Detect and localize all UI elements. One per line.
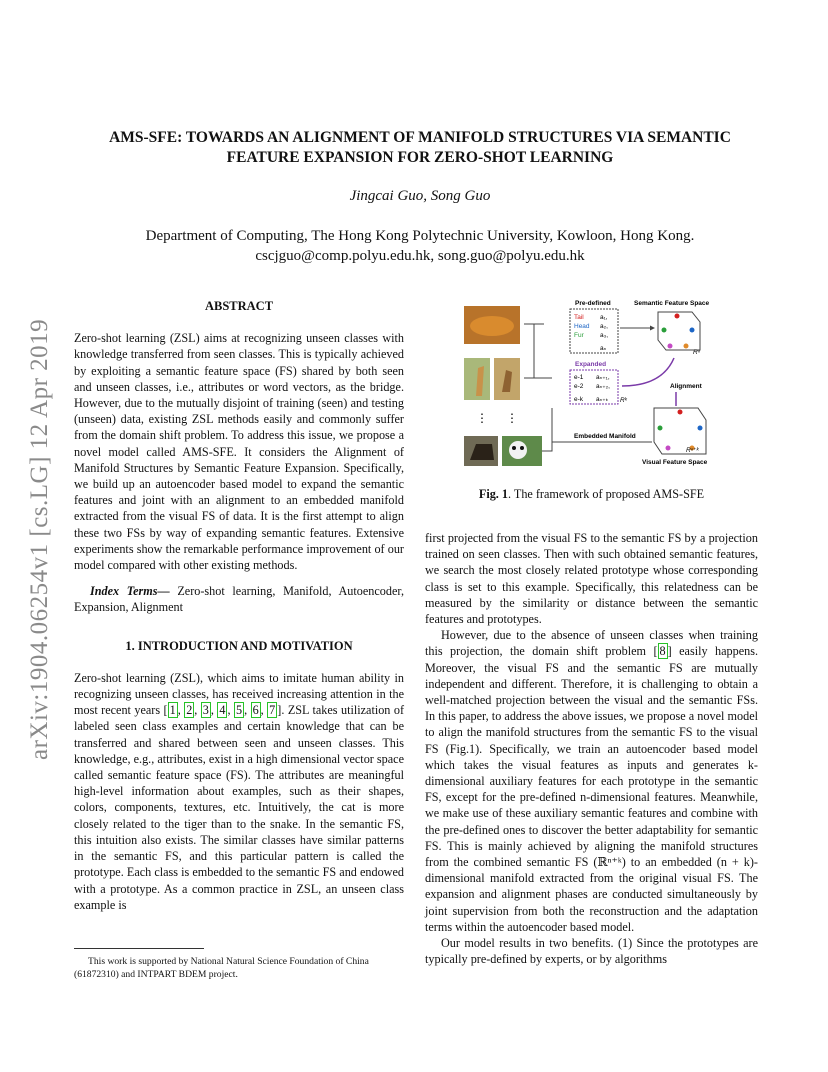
intro-heading: 1. INTRODUCTION AND MOTIVATION xyxy=(125,638,353,653)
label-predefined: Pre-defined xyxy=(575,300,611,307)
label-visual-fs: Visual Feature Space xyxy=(642,459,708,466)
attr-a1: a₁, xyxy=(600,314,608,321)
citation-link-6[interactable]: 6 xyxy=(252,703,259,718)
left-column xyxy=(74,298,404,913)
title-line-1: AMS-SFE: TOWARDS AN ALIGNMENT OF MANIFOLD STRUCTURES VIA SEMANTIC xyxy=(109,129,731,146)
framework-diagram xyxy=(462,296,724,468)
citation-link-7[interactable]: 7 xyxy=(269,703,276,718)
alignment-curve xyxy=(622,358,674,386)
label-expanded: Expanded xyxy=(575,361,607,368)
label-rn: Rⁿ xyxy=(693,349,701,356)
semantic-node-4 xyxy=(668,344,673,349)
right-paragraph-1: first projected from the visual FS to the semantic FS by a projection trained on seen classes. Then with such obtained semantic features, we search the most closely related prototype whose corresponding class is set to this example. Specifically, this relatedness can be measured by the similarity or distance between the semantic features and prototypes. xyxy=(425,531,758,627)
panda-eye-left xyxy=(512,446,516,450)
index-terms-label: Index Terms— xyxy=(90,584,170,599)
attr-fur: Fur xyxy=(574,332,584,339)
label-rnk: Rⁿ⁺ᵏ xyxy=(686,447,699,454)
abstract-text: Zero-shot learning (ZSL) aims at recognizing unseen classes with knowledge transferred from seen classes. This is typically achieved by exploiting a semantic feature space (FS) shared by both seen and unseen classes, i.e., attributes or word vectors, as the bridge. However, due to the mutually disjoint of training (seen) and testing (unseen) data, existing ZSL methods easily and commonly suffer from the domain shift problem. To address this issue, we propose a novel model called AMS-SFE. It considers the Alignment of Manifold Structures by Semantic Feature Expansion. Specifically, we build up an autoencoder based model to expand the semantic features and joint with an alignment to an embedded manifold extracted from the visual FS of data. It is the first attempt to align these two FSs by way of expanding semantic features. Extensive experiments show the remarkable performance improvement of our model compared with other existing methods. xyxy=(74,331,404,573)
intro-text-a: Zero-shot learning (ZSL), which aims to imitate human ability in recognizing unseen classes, has received increasing attention in the most recent years [ xyxy=(74,670,404,718)
framework-figure xyxy=(462,296,724,468)
tiger-body-shape xyxy=(470,316,514,336)
label-embedded-manifold: Embedded Manifold xyxy=(574,433,636,440)
right-column xyxy=(425,530,758,967)
right-p2-text-a: However, due to the absence of unseen classes when training this projection, the domain shift problem [ xyxy=(425,628,758,659)
citation-link-8[interactable]: 8 xyxy=(659,644,666,659)
visual-node-1 xyxy=(678,410,683,415)
citation-link-3[interactable]: 3 xyxy=(202,703,209,718)
semantic-node-5 xyxy=(684,344,689,349)
attr-a2: a₂, xyxy=(600,323,608,330)
citation-link-4[interactable]: 4 xyxy=(219,703,226,718)
right-paragraph-2 xyxy=(425,627,758,935)
index-terms xyxy=(74,583,404,615)
right-p2-text-b: ] easily happens. Moreover, the visual FS and the semantic FS are mutually independent and different. Therefore, it is challenging to obtain a well-matched projection between the visual and the semantic FSs. In this paper, to address the above issues, we propose a novel model to align the manifold structures from the semantic FS to the visual FS (Fig.1). Specifically, we train an autoencoder based model which takes the visual features as inputs and generates k-dimensional auxiliary features for each prototype in the semantic FS, except for the pre-defined n-dimensional features. Meanwhile, we make use of these auxiliary semantic features and combine with the pre-defined ones to discover the better adaptability for semantic FS. This is mainly achieved by aligning the manifold structures from the combined semantic FS (ℝⁿ⁺ᵏ) to an embedded (n + k)-dimensional manifold extracted from the original visual FS. The expansion and alignment phases are conducted simultaneously by joint supervision from both the reconstruction and the adaptation terms within the autoencoder based model. xyxy=(425,644,758,934)
emails: cscjguo@comp.polyu.edu.hk, song.guo@polyu.edu.hk xyxy=(255,248,585,264)
semantic-node-3 xyxy=(690,328,695,333)
label-alignment: Alignment xyxy=(670,383,702,390)
index-terms-text: Zero-shot learning, Manifold, Autoencoder, Expansion, Alignment xyxy=(74,584,404,615)
authors: Jingcai Guo, Song Guo xyxy=(349,188,491,204)
vertical-dots-1: ⋮ xyxy=(476,411,488,425)
right-paragraph-3: Our model results in two benefits. (1) Since the prototypes are typically pre-defined by experts, or by algorithms xyxy=(425,936,758,967)
exp-e1: e-1 xyxy=(574,374,584,381)
caption-label: Fig. 1 xyxy=(478,487,508,501)
exp-e2: e-2 xyxy=(574,383,584,390)
intro-paragraph: Zero-shot learning (ZSL), which aims to imitate human ability in recognizing unseen classes, has received increasing attention in the most recent years [ 1 , 2 , 3 , 4 , 5 , 6 , 7 ]. ZSL takes utilization of labeled seen class examples and certain knowledge that can be transferred and shared between seen and unseen classes. This knowledge, e.g., attributes, exist in a high dimensional vector space called semantic feature space (FS). The attributes are meaningful high-level information about examples, such as their shapes, colors, components, textures, etc. Intuitively, the cat is more closely related to the tiger than to the snake. In the semantic FS, this intuition also exists. The similar classes have similar patterns in the semantic FS, and this particular pattern is called the prototype. Each class is embedded to the semantic FS and endowed with a prototype. As a common practice in ZSL, an unseen class example is xyxy=(74,670,405,912)
label-semantic-fs: Semantic Feature Space xyxy=(634,300,710,307)
bracket-top xyxy=(524,324,534,378)
panda-head-shape xyxy=(509,441,527,459)
arxiv-identifier: arXiv:1904.06254v1 [cs.LG] 12 Apr 2019 xyxy=(26,318,53,760)
attr-head: Head xyxy=(574,323,590,330)
title-line-2: FEATURE EXPANSION FOR ZERO-SHOT LEARNING xyxy=(226,149,614,166)
abstract-section xyxy=(74,298,404,616)
visual-node-2 xyxy=(658,426,663,431)
attr-a3: a₃, xyxy=(600,332,609,339)
abstract-heading: ABSTRACT xyxy=(204,299,274,313)
intro-text-b: ]. ZSL takes utilization of labeled seen class examples and certain knowledge that can be transferred and shared between seen and unseen classes. This knowledge, e.g., attributes, exist in a high dimensional vector space called semantic feature space (FS). The attributes are meaningful high-level information about examples, such as their shapes, colors, components, textures, etc. Intuitively, the cat is more closely related to the tiger than to the snake. In the semantic FS, this intuition also exists. The similar classes have similar patterns in the semantic FS, and this particular pattern is called the prototype. Each class is embedded to the semantic FS and endowed with a prototype. As a common practice in ZSL, an unseen class example is xyxy=(74,703,405,912)
caption-text: . The framework of proposed AMS-SFE xyxy=(508,487,705,501)
footnote-text: This work is supported by National Natural Science Foundation of China (61872310) and INTPART BDEM project. xyxy=(74,956,369,980)
label-rk: Rᵏ xyxy=(620,397,627,404)
exp-an2: aₙ₊₂, xyxy=(596,383,610,390)
citation-link-2[interactable]: 2 xyxy=(186,703,193,718)
citation-link-5[interactable]: 5 xyxy=(235,703,243,718)
citation-link-1[interactable]: 1 xyxy=(169,703,176,718)
arrow-to-embedded xyxy=(542,408,552,451)
semantic-node-1 xyxy=(675,314,680,319)
attr-tail: Tail xyxy=(574,314,584,321)
visual-node-4 xyxy=(666,446,671,451)
vertical-dots-2: ⋮ xyxy=(506,411,518,425)
semantic-node-2 xyxy=(662,328,667,333)
exp-ank: aₙ₊ₖ xyxy=(596,396,609,403)
exp-an1: aₙ₊₁, xyxy=(596,374,610,381)
footnote xyxy=(74,948,404,981)
visual-node-3 xyxy=(698,426,703,431)
affiliation-block xyxy=(70,226,770,266)
exp-ek: e-k xyxy=(574,396,584,403)
figure-caption xyxy=(425,487,758,502)
panda-eye-right xyxy=(520,446,524,450)
attr-an: aₙ xyxy=(600,345,607,352)
affiliation: Department of Computing, The Hong Kong Polytechnic University, Kowloon, Hong Kong. xyxy=(145,228,695,244)
footnote-rule xyxy=(74,948,204,949)
predefined-block xyxy=(552,300,710,466)
paper-title xyxy=(70,128,770,168)
